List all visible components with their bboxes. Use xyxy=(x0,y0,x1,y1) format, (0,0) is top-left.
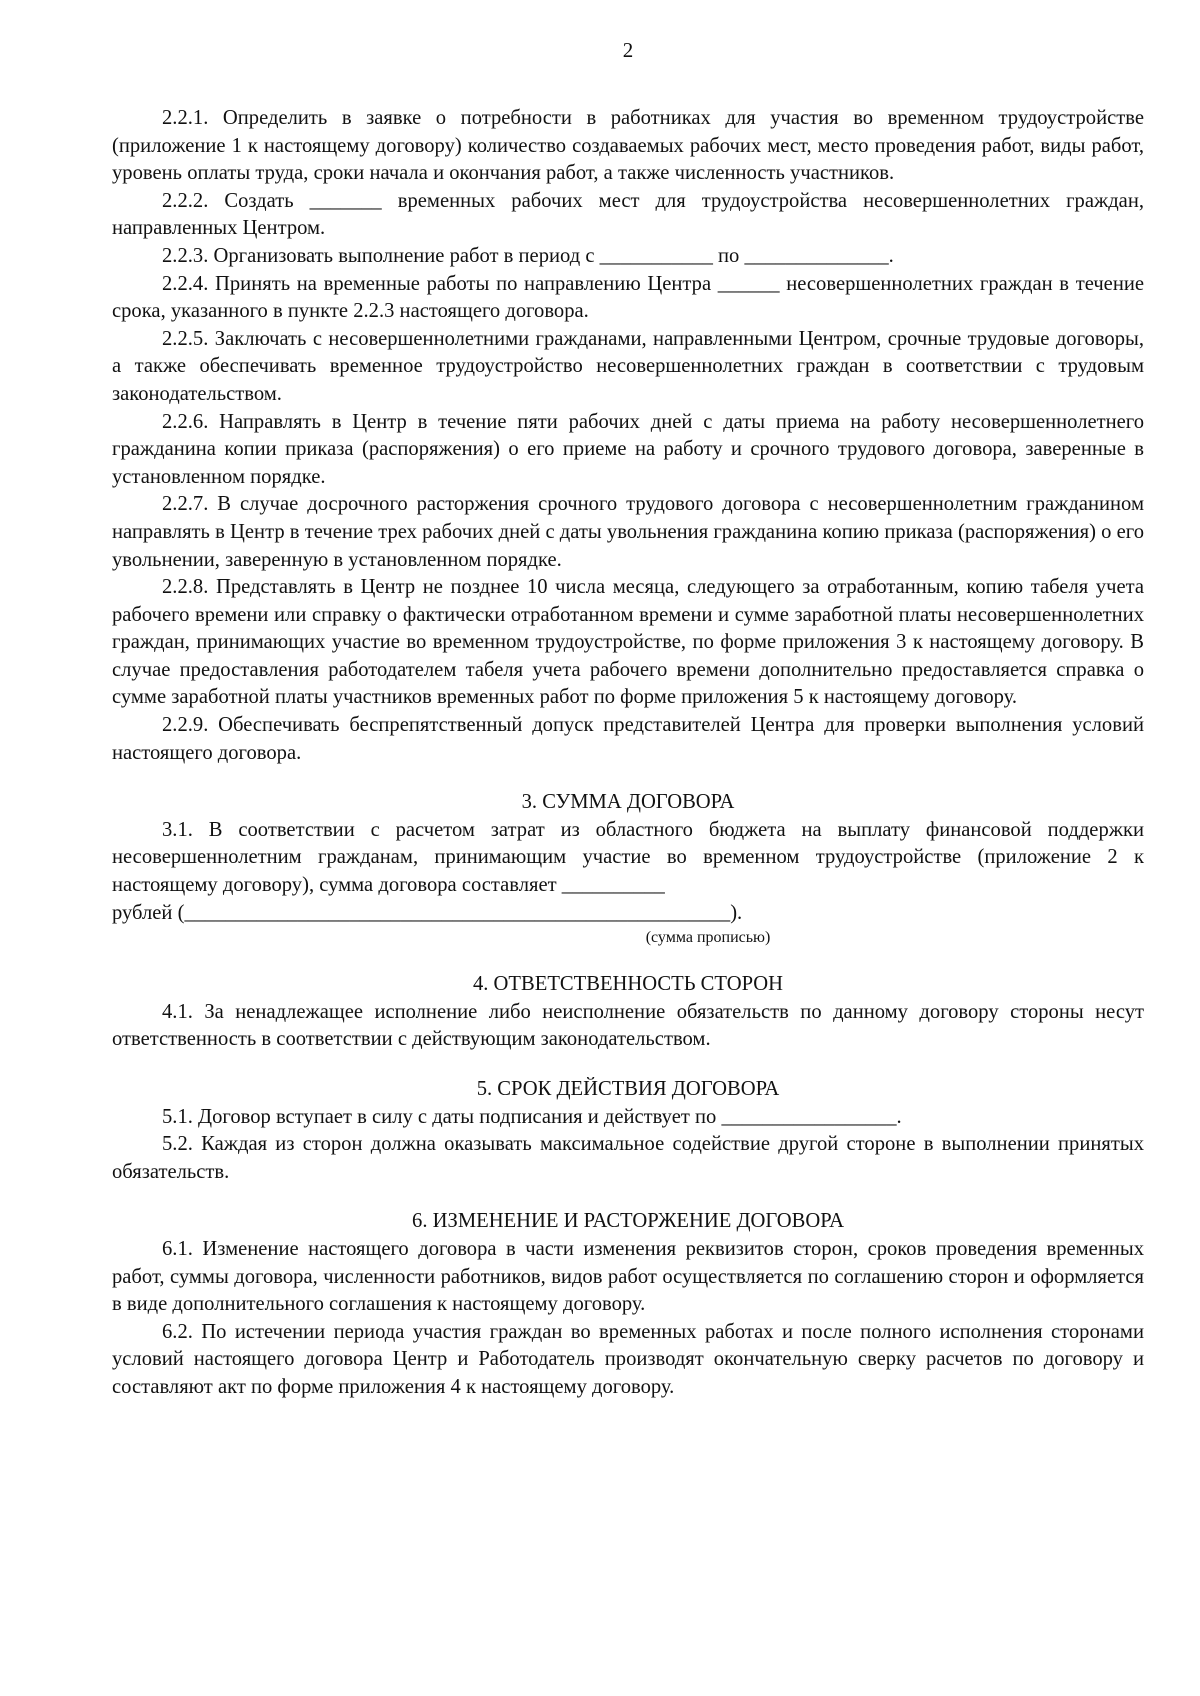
clause-6-1: 6.1. Изменение настоящего договора в части изменения реквизитов сторон, сроков проведения временных работ, суммы договора, численности работников, видов работ осуществляется по соглашению сторон и оформляется в виде дополнительного соглашения к настоящему договору. xyxy=(112,1237,1144,1316)
clause-3-1: 3.1. В соответствии с расчетом затрат из областного бюджета на выплату финансовой поддержки несовершеннолетним гражданам, принимающим участие во временном трудоустройстве (приложение 2 к настоящему договору), сумма договора составляет __________ xyxy=(112,818,1144,897)
clause-2-2-5: 2.2.5. Заключать с несовершеннолетними гражданами, направленными Центром, срочные трудовые договоры, а также обеспечивать временное трудоустройство несовершеннолетних граждан в соответствии с трудовым законодательством. xyxy=(112,327,1144,405)
clause-2-2-4: 2.2.4. Принять на временные работы по направлению Центра ______ несовершеннолетних граждан в течение срока, указанного в пункте 2.2.3 настоящего договора. xyxy=(112,272,1144,323)
section-5-title: 5. СРОК ДЕЙСТВИЯ ДОГОВОРА xyxy=(476,1078,780,1100)
clause-2-2-3: 2.2.3. Организовать выполнение работ в период с ___________ по ______________. xyxy=(162,244,894,267)
clause-4-1: 4.1. За ненадлежащее исполнение либо неисполнение обязательств по данному договору стороны несут ответственность в соответствии с действующим законодательством. xyxy=(112,1000,1144,1051)
clause-2-2-2: 2.2.2. Создать _______ временных рабочих мест для трудоустройства несовершеннолетних граждан, направленных Центром. xyxy=(112,189,1144,240)
clause-3-1-sum-line: рублей (_____________________________________________________). xyxy=(112,901,743,924)
clause-2-2-9: 2.2.9. Обеспечивать беспрепятственный допуск представителей Центра для проверки выполнения условий настоящего договора. xyxy=(112,714,1144,764)
clause-2-2-7: 2.2.7. В случае досрочного расторжения срочного трудового договора с несовершеннолетним гражданином направлять в Центр в течение трех рабочих дней с даты увольнения гражданина копию приказа (распоряжения) о его увольнении, заверенную в установленном порядке. xyxy=(112,493,1144,571)
clause-2-2-6: 2.2.6. Направлять в Центр в течение пяти рабочих дней с даты приема на работу несовершеннолетнего гражданина копии приказа (распоряжения) о его приеме на работу и срочного трудового договора, заверенные в установленном порядке. xyxy=(112,410,1144,488)
clause-2-2-8: 2.2.8. Представлять в Центр не позднее 10 числа месяца, следующего за отработанным, копию табеля учета рабочего времени или справку о фактически отработанном времени и сумме заработной платы несовершеннолетних граждан, принимающих участие во временном трудоустройстве, по форме приложения 3 к настоящему договору. В случае предоставления работодателем табеля учета рабочего времени дополнительно предоставляется справка о сумме заработной платы участников временных работ по форме приложения 5 к настоящему договору. xyxy=(112,576,1144,709)
clause-5-2: 5.2. Каждая из сторон должна оказывать максимальное содействие другой стороне в выполнении принятых обязательств. xyxy=(112,1133,1144,1183)
document-content xyxy=(112,105,1144,1402)
clause-6-2: 6.2. По истечении периода участия граждан во временных работах и после полного исполнения сторонами условий настоящего договора Центр и Работодатель производят окончательную сверку расчетов по договору и составляют акт по форме приложения 4 к настоящему договору. xyxy=(112,1320,1144,1398)
sum-in-words-caption: (сумма прописью) xyxy=(645,929,771,947)
clause-5-1: 5.1. Договор вступает в силу с даты подписания и действует по _________________. xyxy=(162,1105,902,1128)
section-4-title: 4. ОТВЕТСТВЕННОСТЬ СТОРОН xyxy=(472,973,784,996)
section-3-title: 3. СУММА ДОГОВОРА xyxy=(521,791,735,814)
page-number: 2 xyxy=(622,38,634,62)
section-6-title: 6. ИЗМЕНЕНИЕ И РАСТОРЖЕНИЕ ДОГОВОРА xyxy=(412,1210,844,1233)
clause-2-2-1: 2.2.1. Определить в заявке о потребности в работниках для участия во временном трудоустройстве (приложение 1 к настоящему договору) количество создаваемых рабочих мест, место проведения работ, виды работ, уровень оплаты труда, сроки начала и окончания работ, а также численность участников. xyxy=(112,107,1144,185)
